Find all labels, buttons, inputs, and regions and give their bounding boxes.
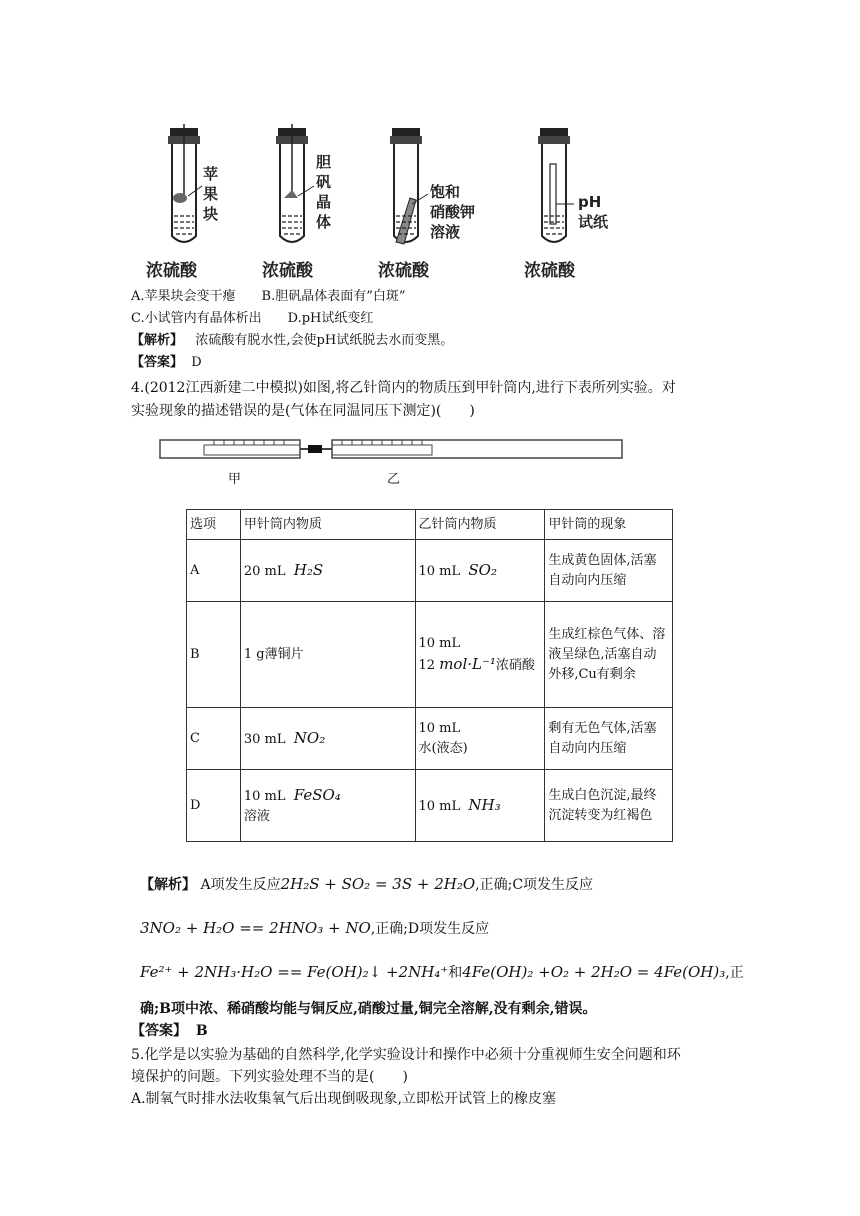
tube-3-bottom-label: 浓硫酸: [378, 261, 429, 281]
row-cell-b: 10 mL 水(液态): [415, 708, 545, 770]
q4-answer-tag: 【答案】: [131, 1023, 187, 1039]
q3-analysis-text: 浓硫酸有脱水性,会使pH试纸脱去水而变黑。: [195, 333, 454, 348]
tube-4-bottom-label: 浓硫酸: [524, 261, 575, 281]
row-cell-b: 10 mL NH₃: [415, 770, 545, 842]
q4-analysis-line4: 确;B项中浓、稀硝酸均能与铜反应,硝酸过量,铜完全溶解,没有剩余,错误。: [140, 1001, 597, 1017]
q4-stem-line2: 实验现象的描述错误的是(气体在同温同压下测定)( ): [131, 403, 475, 419]
test-tube-1: [168, 124, 202, 242]
row-cell-a: 10 mL FeSO₄ 溶液: [240, 770, 415, 842]
q5-stem-line2: 境保护的问题。下列实验处理不当的是( ): [131, 1069, 408, 1085]
tube-3-side-label: 饱和 硝酸钾 溶液: [430, 183, 476, 241]
table-row: [187, 770, 673, 842]
row-option: B: [187, 602, 241, 708]
q4-analysis-line2: 3NO₂ + H₂O == 2HNO₃ + NO,正确;D项发生反应: [140, 919, 490, 937]
row-option: A: [187, 540, 241, 602]
test-tube-2: [276, 124, 314, 242]
syringe-right-label: 乙: [387, 472, 401, 487]
tube-4-side-label: pH 试纸: [578, 193, 609, 231]
q5-stem-line1: 5.化学是以实验为基础的自然科学,化学实验设计和操作中必须十分重视师生安全问题和环: [131, 1047, 681, 1063]
table-header-cell: 甲针筒内物质: [240, 510, 415, 540]
q3-analysis: [131, 332, 453, 350]
syringe-left-label: 甲: [228, 472, 242, 487]
row-cell-a: 30 mL NO₂: [240, 708, 415, 770]
table-row: [187, 540, 673, 602]
q4-stem-line1: 4.(2012江西新建二中模拟)如图,将乙针筒内的物质压到甲针筒内,进行下表所列实验。对: [131, 380, 676, 396]
q4-analysis-tag: 【解析】: [140, 877, 196, 893]
tube-2-side-label: 胆 矾 晶 体: [316, 153, 332, 231]
q3-options-cd: C.小试管内有晶体析出 D.pH试纸变红: [131, 311, 374, 326]
syringe-figure: [158, 436, 628, 466]
row-cell-a: 20 mL H₂S: [240, 540, 415, 602]
table-row: [187, 708, 673, 770]
table-header-cell: 乙针筒内物质: [415, 510, 545, 540]
tube-1-side-label: 苹 果 块: [203, 165, 219, 223]
q4-answer: [131, 1022, 208, 1040]
q4-answer-text: B: [195, 1023, 208, 1039]
row-cell-c: 生成白色沉淀,最终沉淀转变为红褐色: [545, 770, 673, 842]
q4-analysis-line1: 【解析】 A项发生反应2H₂S + SO₂ = 3S + 2H₂O,正确;C项发生反应: [140, 875, 594, 893]
row-cell-b: 10 mL 12 mol·L⁻¹浓硝酸: [415, 602, 545, 708]
test-tube-3: [390, 128, 428, 244]
q5-option-a: A.制氧气时排水法收集氧气后出现倒吸现象,立即松开试管上的橡皮塞: [131, 1091, 557, 1107]
row-option: C: [187, 708, 241, 770]
q3-options-ab: A.苹果块会变干瘪 B.胆矾晶体表面有”白斑”: [131, 289, 406, 304]
tube-1-bottom-label: 浓硫酸: [146, 261, 197, 281]
test-tube-4: [538, 128, 574, 242]
row-cell-a: 1 g薄铜片: [240, 602, 415, 708]
q3-answer-tag: 【答案】: [131, 355, 184, 370]
row-cell-c: 生成黄色固体,活塞自动向内压缩: [545, 540, 673, 602]
row-cell-c: 剩有无色气体,活塞自动向内压缩: [545, 708, 673, 770]
table-header-row: [187, 510, 673, 540]
row-option: D: [187, 770, 241, 842]
experiment-table: [186, 509, 673, 842]
tube-2-bottom-label: 浓硫酸: [262, 261, 313, 281]
q3-answer: [131, 354, 202, 372]
q4-analysis-line3: Fe²⁺ + 2NH₃·H₂O == Fe(OH)₂↓ +2NH₄⁺和4Fe(OH)₂ +O₂ + 2H₂O = 4Fe(OH)₃,正: [140, 963, 744, 981]
table-header-cell: 甲针筒的现象: [545, 510, 673, 540]
test-tube-figure: [150, 124, 630, 254]
row-cell-b: 10 mL SO₂: [415, 540, 545, 602]
q3-answer-text: D: [191, 355, 202, 370]
q3-analysis-tag: 【解析】: [131, 333, 184, 348]
row-cell-c: 生成红棕色气体、溶液呈绿色,活塞自动外移,Cu有剩余: [545, 602, 673, 708]
table-row: [187, 602, 673, 708]
table-header-cell: 选项: [187, 510, 241, 540]
